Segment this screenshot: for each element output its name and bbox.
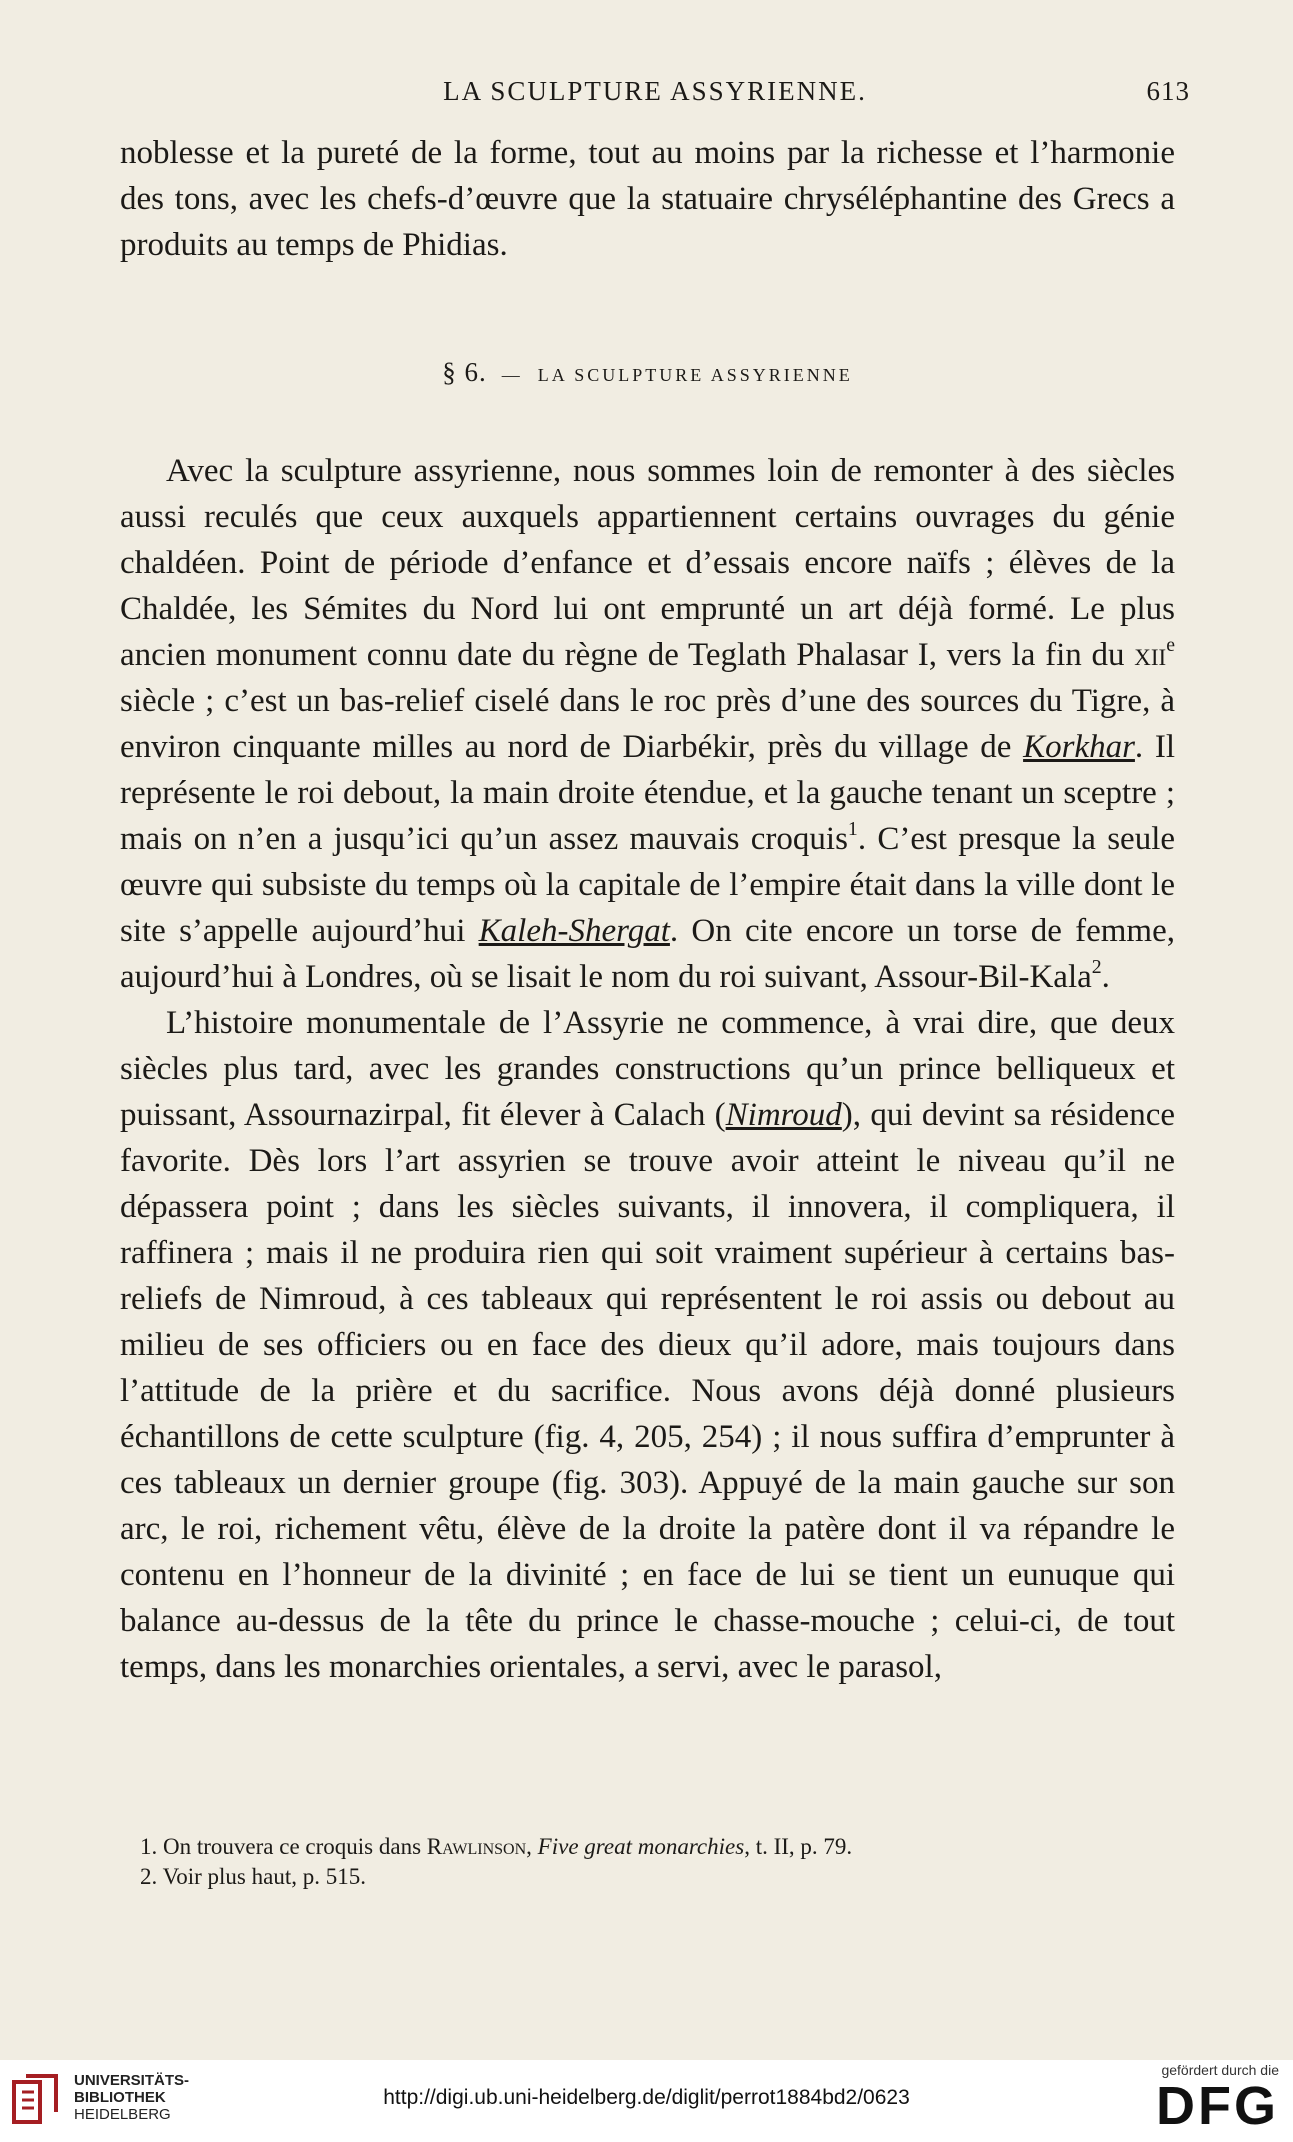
footnote-ref-1: 1 xyxy=(847,818,858,840)
century-numeral: xii xyxy=(1134,637,1167,673)
paragraph-2 xyxy=(120,1000,1175,1690)
intro-paragraph xyxy=(120,130,1175,268)
paragraph-1-part-4: . C’est presque la seule œuvre qui subsiste du temps où la capitale de l’empire était dans la ville dont le site s’appelle aujourd’hui xyxy=(120,821,1176,949)
paragraph-2-part-2: ), qui devint sa résidence favorite. Dès lors l’art assyrien se trouve avoir atteint le niveau qu’il ne dépassera point ; dans les siècles suivants, il innovera, il compliquera, il raffinera ; mais il ne produira rien qui soit vraiment supérieur à certains bas-reliefs de Nimroud, à ces tableaux qui représentent le roi assis ou debout au milieu de ses officiers ou en face des dieux qu’il adore, mais toujours dans l’attitude de la prière et du sacrifice. Nous avons déjà donné plusieurs échantillons de cette sculpture (fig. 4, 205, 254) ; il nous suffira d’emprunter à ces tableaux un dernier groupe (fig. 303). Appuyé de la main gauche sur son arc, le roi, richement vêtu, élève de la droite la patère dont il va répandre le contenu en l’honneur de la divinité ; en face de lui se tient un eunuque qui balance au-dessus de la tête du prince le chasse-mouche ; celui-ci, de tout temps, dans les monarchies orientales, a servi, avec le parasol, xyxy=(120,1097,1175,1685)
footnote-1-text: On trouvera ce croquis dans xyxy=(163,1834,427,1859)
paragraph-1-part-2: siècle ; c’est un bas-relief ciselé dans le roc près d’une des sources du Tigre, à environ cinquante milles au nord de Diarbékir, près du village de xyxy=(120,683,1175,765)
footnote-2-text: Voir plus haut, p. 515. xyxy=(162,1864,366,1889)
footnote-1-author: Rawlinson xyxy=(426,1834,527,1859)
footnote-1-work: Five great monarchies xyxy=(537,1834,745,1859)
footnote-1 xyxy=(140,1832,1170,1862)
viewer-footer xyxy=(0,2060,1293,2142)
paragraph-1-part-6: . xyxy=(1101,959,1110,995)
footnote-2 xyxy=(140,1862,1170,1892)
section-dash-glyph: — xyxy=(501,365,523,385)
paragraph-1 xyxy=(120,448,1175,1000)
section-number: § 6. xyxy=(442,357,487,387)
place-name-nimroud: Nimroud xyxy=(725,1097,842,1133)
body-text xyxy=(120,448,1175,1690)
section-dash xyxy=(494,365,530,385)
paragraph-2-part-1: L’histoire monumentale de l’Assyrie ne commence, à vrai dire, que deux siècles plus tard, avec les grandes constructions qu’un prince belliqueux et puissant, Assournazirpal, fit élever à Calach ( xyxy=(120,1005,1175,1133)
century-superscript: e xyxy=(1166,634,1175,656)
intro-text: noblesse et la pureté de la forme, tout au moins par la richesse et l’harmonie des tons, avec les chefs-d’œuvre que la statuaire chryséléphantine des Grecs a produits au temps de Phidias. xyxy=(120,135,1175,263)
place-name-kaleh-shergat: Kaleh-Shergat xyxy=(478,913,670,949)
footnote-ref-2: 2 xyxy=(1091,956,1102,978)
footnote-1-citation: , t. II, p. 79. xyxy=(744,1834,853,1859)
place-name-korkhar: Korkhar xyxy=(1023,729,1135,765)
permalink-url[interactable]: http://digi.ub.uni-heidelberg.de/diglit/perrot1884bd2/0623 xyxy=(383,2086,910,2109)
dfg-logo: DFG xyxy=(1156,2076,1279,2136)
running-title: LA SCULPTURE ASSYRIENNE. xyxy=(443,76,867,106)
page-number: 613 xyxy=(1146,76,1190,106)
footnote-2-number: 2. xyxy=(140,1864,158,1889)
library-name-line-2: BIBLIOTHEK xyxy=(74,2089,166,2106)
running-head xyxy=(120,76,1190,116)
library-name-line-3: HEIDELBERG xyxy=(74,2106,171,2123)
paragraph-1-part-3: . Il représente le roi debout, la main droite étendue, et la gauche tenant un sceptre ; mais on n’en a jusqu’ici qu’un assez mauvais croquis xyxy=(120,729,1175,857)
footnotes xyxy=(140,1832,1170,1892)
funding-credit[interactable] xyxy=(1129,2062,1279,2138)
funded-by-label: gefördert durch die xyxy=(1161,2062,1279,2078)
section-title: LA SCULPTURE ASSYRIENNE xyxy=(537,365,853,385)
paragraph-1-part-5: . On cite encore un torse de femme, aujourd’hui à Londres, où se lisait le nom du roi suivant, Assour-Bil-Kala xyxy=(120,913,1176,995)
library-name-line-1: UNIVERSITÄTS- xyxy=(74,2072,190,2089)
paragraph-1-part-1: Avec la sculpture assyrienne, nous sommes loin de remonter à des siècles aussi reculés que ceux auxquels appartiennent certains ouvrages du génie chaldéen. Point de période d’enfance et d’essais encore naïfs ; élèves de la Chaldée, les Sémites du Nord lui ont emprunté un art déjà formé. Le plus ancien monument connu date du règne de Teglath Phalasar I, vers la fin du xyxy=(120,453,1175,673)
section-heading xyxy=(120,357,1175,388)
footnote-1-number: 1. xyxy=(140,1834,158,1859)
footnote-1-comma: , xyxy=(526,1834,538,1859)
